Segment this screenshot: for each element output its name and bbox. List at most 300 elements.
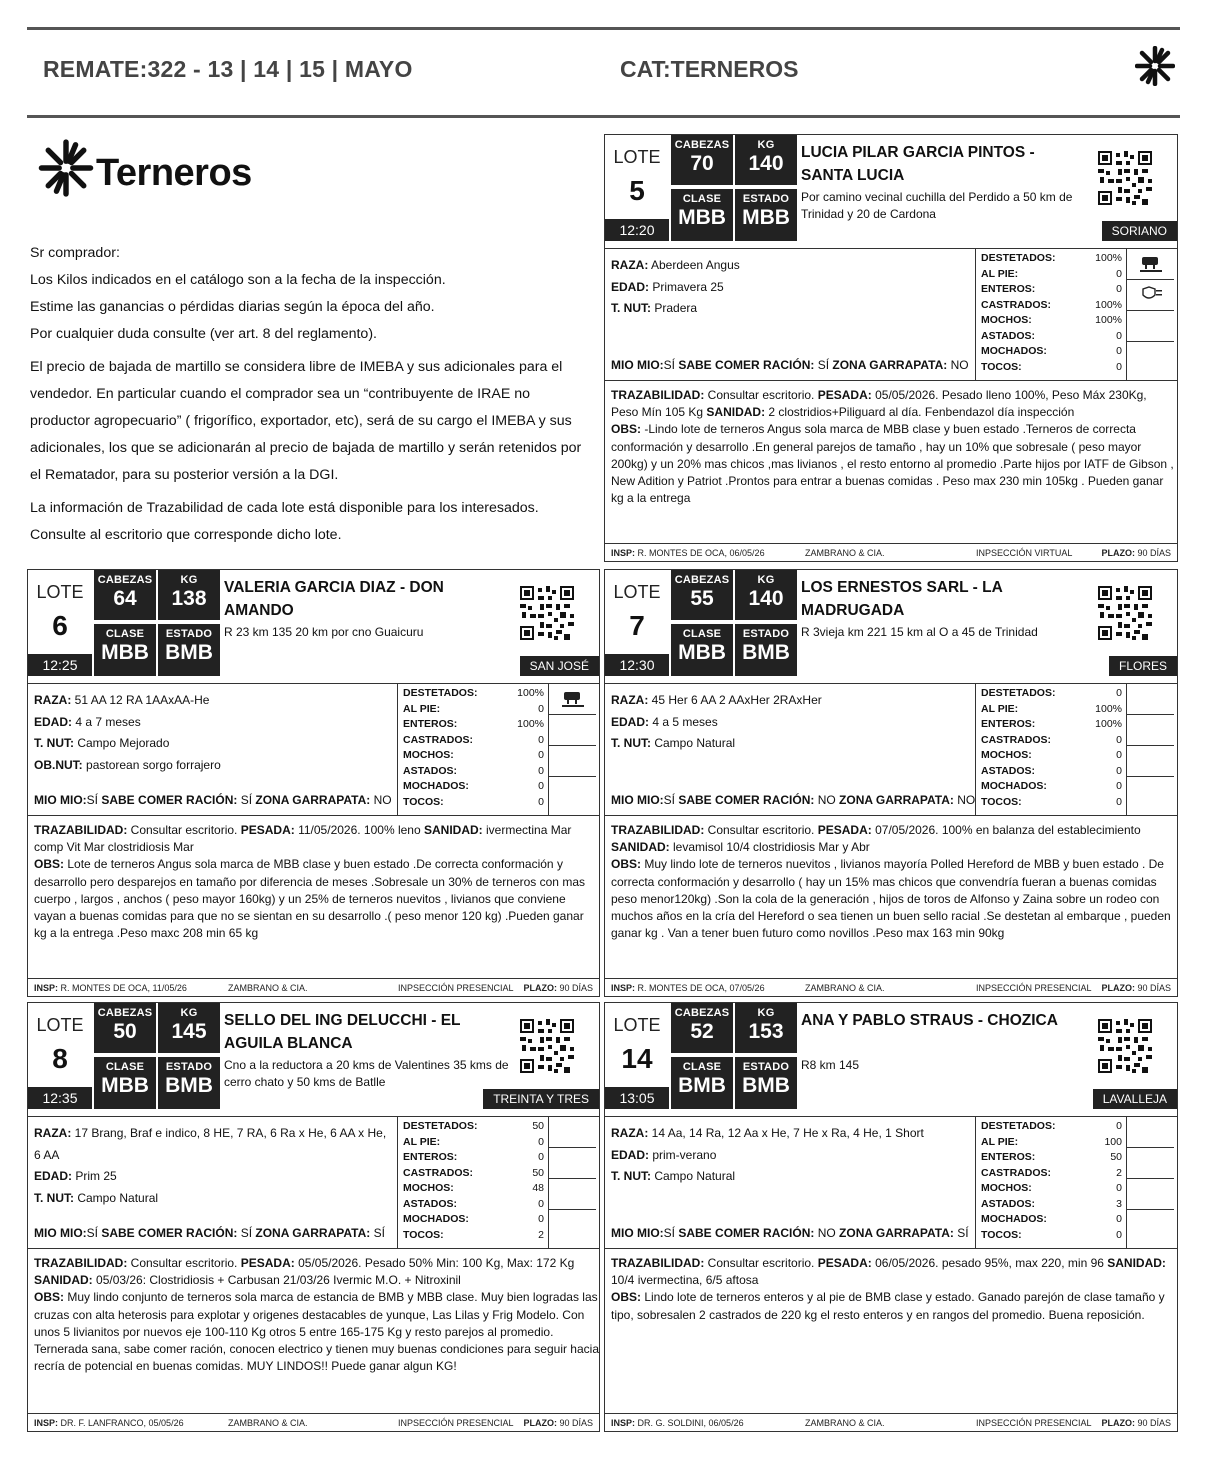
stat-row (976, 344, 1126, 360)
stat-value: 100% (1095, 718, 1122, 730)
firm-name: ZAMBRANO & CIA. (805, 548, 885, 558)
stat-label: ENTEROS: (981, 283, 1036, 295)
clase-value: MBB (101, 641, 149, 664)
plazo-label: PLAZO: (1101, 1418, 1135, 1428)
garrapata-value: SÍ (373, 1226, 385, 1240)
pesada-label: PESADA: (817, 388, 872, 402)
lot-header (605, 1003, 1177, 1117)
stat-label: ENTEROS: (403, 1151, 458, 1163)
lote-time: 12:35 (28, 1087, 92, 1109)
pesada-value: 06/05/2026. pesado 95%, max 220, min 96 (875, 1256, 1104, 1270)
stat-value: 48 (532, 1182, 544, 1194)
insp-item (611, 979, 765, 997)
icon-slot (549, 746, 596, 777)
stat-label: DESTETADOS: (981, 687, 1056, 699)
cabezas-cell (671, 1003, 733, 1053)
edad-row (611, 277, 971, 299)
lot-details (28, 1117, 599, 1249)
icon-slot (1127, 1148, 1174, 1179)
pesada-label: PESADA: (240, 823, 295, 837)
cert-icons (548, 684, 596, 816)
tnut-value: Campo Natural (654, 1169, 736, 1183)
edad-value: Primavera 25 (652, 279, 724, 294)
tnut-row (611, 733, 971, 755)
qr-code-icon[interactable] (1098, 1019, 1152, 1073)
icon-slot (549, 1117, 596, 1148)
qr-code-icon[interactable] (520, 586, 574, 640)
stat-value: 100% (1095, 702, 1122, 715)
intro-imeba-paragraph: El precio de bajada de martillo se considera libre de IMEBA y sus adicionales para el vendedor. En particular cuando el comprador sea un “contribuyente de IRAE no productor agropecuario” ( frigorífico, exportador, etc), será de su cargo el IMEBA y sus adicionales, los que se adicionarán al precio de bajada de martillo y serán retenidos por el Rematador, para su posterior versión a la DGI. (30, 359, 582, 483)
stat-label: MOCHADOS: (403, 780, 469, 792)
stat-label: CASTRADOS: (403, 1166, 473, 1179)
clase-value: BMB (678, 1074, 726, 1097)
obnut-row (34, 755, 394, 777)
stat-row (976, 779, 1126, 795)
traz-value: Consultar escritorio. (707, 823, 815, 837)
racion-value: NO (817, 1226, 836, 1240)
traz-value: Consultar escritorio. (707, 388, 815, 402)
clase-cell (671, 1057, 733, 1109)
stat-value: 0 (1116, 267, 1122, 280)
stat-row (976, 733, 1126, 749)
edad-row (34, 1166, 394, 1188)
insp-value: DR. F. LANFRANCO, 05/05/26 (60, 1418, 184, 1428)
mio-mio-row (611, 358, 969, 372)
cabezas-label: CABEZAS (674, 139, 730, 151)
icon-slot (1127, 342, 1174, 373)
stat-label: MOCHOS: (981, 1182, 1032, 1194)
estado-cell (735, 624, 797, 676)
plazo-item (1101, 1414, 1171, 1432)
stat-value: 0 (1116, 764, 1122, 777)
lot-attributes (611, 690, 971, 755)
insp-value: R. MONTES DE OCA, 06/05/26 (637, 548, 765, 558)
pesada-value: 07/05/2026. 100% en balanza del establecimiento (875, 823, 1141, 837)
edad-label: EDAD: (611, 279, 649, 294)
stat-label: AL PIE: (981, 702, 1019, 715)
department-badge: LAVALLEJA (1093, 1089, 1177, 1109)
cabezas-value: 52 (690, 1020, 714, 1043)
cert-icons (548, 1117, 596, 1249)
cabezas-cell (94, 570, 156, 620)
cabezas-cell (671, 135, 733, 185)
stat-value: 3 (1116, 1197, 1122, 1210)
estado-label: ESTADO (165, 1061, 213, 1073)
kg-cell (158, 1003, 220, 1053)
lote-number: 14 (621, 1043, 653, 1074)
cabezas-value: 64 (113, 587, 137, 610)
stat-value: 2 (538, 1228, 544, 1241)
insp-value: DR. G. SOLDINI, 06/05/26 (637, 1418, 744, 1428)
stat-row (976, 282, 1126, 298)
garrapata-value: NO (957, 793, 976, 807)
stat-row (976, 1150, 1126, 1166)
plazo-value: 90 DÍAS (1137, 548, 1171, 558)
stat-label: DESTETADOS: (403, 687, 478, 699)
icon-slot (1127, 684, 1174, 715)
stat-value: 0 (1116, 749, 1122, 761)
obs-label: OBS: (611, 1290, 641, 1305)
estado-value: BMB (165, 1074, 213, 1097)
cabezas-value: 70 (690, 152, 714, 175)
raza-value: 14 Aa, 14 Ra, 12 Aa x He, 7 He x Ra, 4 He, 1 Short (651, 1126, 924, 1140)
edad-row (611, 712, 971, 734)
traz-value: Consultar escritorio. (707, 1256, 815, 1270)
lot-footer (28, 978, 599, 996)
stat-value: 0 (1116, 345, 1122, 357)
category-title: CAT:TERNEROS (620, 56, 799, 82)
raza-row (611, 255, 971, 277)
plazo-value: 90 DÍAS (1137, 1418, 1171, 1428)
stat-row (976, 717, 1126, 733)
stat-row (976, 1228, 1126, 1244)
lote-box (28, 570, 92, 676)
insp-item (34, 1414, 184, 1432)
lot-card (604, 1002, 1178, 1432)
lot-details (605, 684, 1177, 816)
stat-label: ASTADOS: (981, 1197, 1036, 1210)
estado-cell (735, 189, 797, 241)
lote-label: LOTE (36, 582, 84, 602)
stat-row (976, 748, 1126, 764)
lote-box (605, 570, 669, 676)
icon-slot (1127, 311, 1174, 342)
stat-value: 0 (1116, 1228, 1122, 1241)
obs-value: Lote de terneros Angus sola marca de MBB clase y buen estado .De correcta conformación y desarrollo pero desparejos en tamaño por diferencia de meses .Sobresale un 30% de terneros con mas cuerpo , largos , anchos ( peso mayor 160kg) y un 25% de terneros nuevitos , livianos que conviene vayan a buenas comidas para que no se sientan en su desarrollo .( peso menor 120 kg) .Pueden ganar kg a la entrega .Peso maxc 208 min 65 kg (34, 857, 585, 941)
racion-label: SABE COMER RACIÓN: (675, 793, 815, 807)
lote-number: 6 (52, 610, 68, 641)
plazo-label: PLAZO: (1101, 548, 1135, 558)
department-badge: TREINTA Y TRES (483, 1089, 599, 1109)
sanidad-value: levamisol 10/4 clostridiosis Mar y Abr (673, 840, 870, 855)
racion-value: SÍ (240, 793, 253, 807)
tnut-value: Campo Mejorado (77, 736, 170, 750)
lote-time: 13:05 (605, 1087, 669, 1109)
location-text: R 3vieja km 221 15 km al O a 45 de Trinidad (801, 625, 1038, 639)
mio-label: MIO MIO: (34, 793, 87, 807)
kg-value: 140 (748, 152, 784, 175)
stat-label: MOCHOS: (981, 314, 1032, 326)
kg-cell (735, 570, 797, 620)
stat-value: 0 (1116, 1120, 1122, 1132)
stat-row (398, 1150, 548, 1166)
insp-label: INSP: (611, 1418, 636, 1428)
stat-value: 0 (538, 702, 544, 715)
clase-label: CLASE (682, 628, 722, 640)
sanidad-label: SANIDAD: (1107, 1256, 1166, 1270)
stat-value: 0 (538, 1197, 544, 1210)
lot-footer (605, 1413, 1177, 1431)
stat-row (976, 251, 1126, 267)
stat-value: 0 (1116, 360, 1122, 373)
stat-value: 0 (538, 780, 544, 792)
obs-label: OBS: (34, 1290, 64, 1305)
obs-value: Muy lindo lote de terneros nuevitos , livianos mayoría Polled Hereford de MBB y buen estado . De correcta conformación y desarrollo ( hay un 15% mas chicos que convendría fueran a buenas comidas peso menor120kg) .Son la cola de la generación , hijos de toros de Alfonso y Zaina sobre un rodeo con muchos años en la cría del Hereford o sea tienen un buen sello racial .Se destetan al embarque , pueden ganar kg . Van a tener buen futuro como novillos .Peso max 163 min 90kg (611, 857, 1171, 941)
plazo-value: 90 DÍAS (559, 1418, 593, 1428)
insp-label: INSP: (34, 983, 59, 993)
qr-code-icon[interactable] (1098, 586, 1152, 640)
mio-label: MIO MIO: (611, 358, 664, 372)
kg-value: 138 (171, 587, 207, 610)
stat-value: 100% (517, 718, 544, 730)
icon-slot (1127, 1179, 1174, 1210)
stat-row (976, 313, 1126, 329)
garrapata-value: NO (373, 793, 392, 807)
estado-label: ESTADO (742, 193, 790, 205)
raza-row (34, 1123, 394, 1166)
lot-card (27, 1002, 600, 1432)
kg-label: KG (180, 1007, 198, 1019)
raza-row (611, 690, 971, 712)
garrapata-value: SÍ (957, 1226, 969, 1240)
intro-traz-paragraph: La información de Trazabilidad de cada lote está disponible para los interesados. Consulte al escritorio que corresponde dicho lote. (30, 500, 539, 543)
stat-row (976, 360, 1126, 376)
insp-item (611, 544, 765, 562)
pesada-value: 05/05/2026. Pesado lleno 100%, Peso Máx 230Kg, Peso Mín 105 Kg (611, 388, 1147, 420)
clase-label: CLASE (105, 1061, 145, 1073)
stat-label: CASTRADOS: (403, 733, 473, 746)
department-badge: FLORES (1109, 656, 1177, 676)
owner-name: SELLO DEL ING DELUCCHI - EL AGUILA BLANCA (224, 1012, 461, 1052)
stats-table (975, 1117, 1126, 1249)
clase-label: CLASE (682, 1061, 722, 1073)
lote-label: LOTE (613, 582, 661, 602)
stat-row (976, 298, 1126, 314)
insp-label: INSP: (611, 548, 636, 558)
stat-label: AL PIE: (403, 702, 441, 715)
lot-notes (34, 1255, 599, 1375)
stat-row (398, 764, 548, 780)
clase-cell (94, 624, 156, 676)
mio-value: SÍ (663, 1226, 676, 1240)
obs-value: Muy lindo conjunto de terneros sola marca de estancia de BMB y MBB clase. Muy bien logradas las cruzas con alta heterosis para explotar y origenes destacables de yunque, Las Lilas y Frig Modelo. Con unos 5 livianitos por nuevos eje 100-110 Kg otros 5 entre 165-175 Kg y resto parejos al promedio. Ternerada sana, sabe comer ración, conocen electrico y tienen muy buenas condiciones para seguir hacia recría de potencial en buenas comidas. MUY LINDOS!! Puede ganar algun KG! (34, 1290, 599, 1374)
lote-number: 5 (629, 175, 645, 206)
insp-value: R. MONTES DE OCA, 11/05/26 (60, 983, 187, 993)
lote-time: 12:30 (605, 654, 669, 676)
edad-row (611, 1145, 971, 1167)
stat-value: 0 (1116, 780, 1122, 792)
lote-number: 8 (52, 1043, 68, 1074)
stats-table (397, 684, 548, 816)
stat-row (398, 1212, 548, 1228)
stat-row (398, 717, 548, 733)
inspection-mode: INPSECCIÓN PRESENCIAL (976, 983, 1092, 993)
kg-label: KG (757, 574, 775, 586)
edad-row (34, 712, 394, 734)
raza-row (34, 690, 394, 712)
plazo-item (523, 1414, 593, 1432)
raza-value: 45 Her 6 AA 2 AAxHer 2RAxHer (651, 693, 822, 707)
icon-slot (549, 1148, 596, 1179)
stat-label: AL PIE: (981, 1135, 1019, 1148)
garrapata-label: ZONA GARRAPATA: (835, 1226, 954, 1240)
intro-text (30, 240, 590, 549)
cabezas-cell (671, 570, 733, 620)
intro-line: Los Kilos indicados en el catálogo son a la fecha de la inspección. (30, 272, 446, 288)
kg-value: 145 (171, 1020, 207, 1043)
stat-label: CASTRADOS: (981, 733, 1051, 746)
cabezas-label: CABEZAS (97, 1007, 153, 1019)
estado-label: ESTADO (742, 628, 790, 640)
tnut-label: T. NUT: (611, 1169, 651, 1183)
firm-name: ZAMBRANO & CIA. (805, 1418, 885, 1428)
racion-label: SABE COMER RACIÓN: (98, 1226, 238, 1240)
lot-header (605, 570, 1177, 684)
edad-value: 4 a 7 meses (75, 714, 141, 729)
icon-slot (549, 684, 596, 715)
lot-attributes (34, 1123, 394, 1209)
kg-label: KG (180, 574, 198, 586)
lote-label: LOTE (36, 1015, 84, 1035)
traz-value: Consultar escritorio. (130, 823, 238, 837)
lote-box (28, 1003, 92, 1109)
raza-value: 51 AA 12 RA 1AAxAA-He (74, 693, 210, 707)
stat-row (976, 795, 1126, 811)
stat-row (976, 1166, 1126, 1182)
lot-notes (611, 1255, 1177, 1324)
stat-label: TOCOS: (403, 1228, 444, 1241)
mio-mio-row (34, 793, 392, 807)
stat-value: 0 (1116, 1213, 1122, 1225)
tnut-value: Campo Natural (654, 736, 736, 750)
stat-label: ENTEROS: (981, 718, 1036, 730)
stat-row (976, 764, 1126, 780)
lot-attributes (34, 690, 394, 776)
estado-cell (158, 624, 220, 676)
lote-label: LOTE (613, 147, 661, 167)
shield-cert-icon (1139, 286, 1163, 304)
raza-label: RAZA: (611, 1126, 649, 1140)
garrapata-label: ZONA GARRAPATA: (252, 793, 371, 807)
stat-label: TOCOS: (403, 795, 444, 808)
qr-code-icon[interactable] (520, 1019, 574, 1073)
stat-value: 100% (1095, 314, 1122, 326)
stat-label: MOCHADOS: (981, 780, 1047, 792)
stat-row (398, 1181, 548, 1197)
raza-label: RAZA: (34, 1126, 72, 1140)
stat-value: 100 (1104, 1135, 1122, 1148)
stat-label: DESTETADOS: (981, 1120, 1056, 1132)
firm-name: ZAMBRANO & CIA. (805, 983, 885, 993)
sanidad-label: SANIDAD: (611, 840, 670, 855)
garrapata-value: NO (950, 358, 969, 372)
clase-cell (671, 624, 733, 676)
obnut-label: OB.NUT: (34, 757, 83, 772)
stat-value: 100% (1095, 252, 1122, 264)
edad-value: Prim 25 (75, 1169, 117, 1183)
pesada-value: 11/05/2026. 100% leno (298, 823, 421, 837)
icon-slot (1127, 249, 1174, 280)
inspection-mode: INPSECCIÓN VIRTUAL (976, 548, 1073, 558)
firm-name: ZAMBRANO & CIA. (228, 983, 308, 993)
raza-label: RAZA: (34, 693, 72, 707)
qr-code-icon[interactable] (1098, 151, 1152, 205)
tnut-value: Pradera (654, 301, 698, 315)
stat-row (398, 686, 548, 702)
brand-logo-icon (1135, 46, 1175, 86)
tnut-label: T. NUT: (611, 301, 651, 315)
stat-label: MOCHADOS: (403, 1213, 469, 1225)
stat-label: TOCOS: (981, 360, 1022, 373)
cabezas-label: CABEZAS (97, 574, 153, 586)
cabezas-value: 55 (690, 587, 714, 610)
mio-label: MIO MIO: (34, 1226, 87, 1240)
estado-value: BMB (165, 641, 213, 664)
insp-item (611, 1414, 744, 1432)
lot-footer (605, 543, 1177, 561)
racion-value: SÍ (240, 1226, 253, 1240)
icon-slot (1127, 1117, 1174, 1148)
mio-mio-row (611, 793, 975, 807)
stat-row (398, 1135, 548, 1151)
plazo-value: 90 DÍAS (1137, 983, 1171, 993)
mio-value: SÍ (86, 793, 99, 807)
stat-value: 0 (1116, 795, 1122, 808)
cert-icons (1126, 684, 1174, 816)
obs-label: OBS: (34, 857, 64, 872)
department-badge: SORIANO (1102, 221, 1177, 241)
cert-icons (1126, 249, 1174, 381)
kg-cell (158, 570, 220, 620)
edad-label: EDAD: (34, 714, 72, 729)
intro-line: Sr comprador: (30, 245, 120, 261)
header-rule (27, 115, 1180, 118)
stat-row (398, 779, 548, 795)
icon-slot (549, 1179, 596, 1210)
stat-label: TOCOS: (981, 795, 1022, 808)
lot-details (28, 684, 599, 816)
cattle-cert-icon (1139, 255, 1163, 273)
plazo-label: PLAZO: (523, 983, 557, 993)
pesada-label: PESADA: (817, 1256, 872, 1270)
lote-box (605, 135, 669, 241)
cabezas-label: CABEZAS (674, 1007, 730, 1019)
stat-row (398, 733, 548, 749)
inspection-mode: INPSECCIÓN PRESENCIAL (976, 1418, 1092, 1428)
stat-label: AL PIE: (981, 267, 1019, 280)
stat-row (398, 1197, 548, 1213)
stat-value: 0 (538, 795, 544, 808)
stat-value: 0 (538, 1151, 544, 1163)
stats-table (975, 249, 1126, 381)
stat-value: 50 (532, 1166, 544, 1179)
clase-cell (94, 1057, 156, 1109)
raza-value: Aberdeen Angus (651, 258, 740, 272)
tnut-label: T. NUT: (611, 736, 651, 750)
racion-value: NO (817, 793, 836, 807)
raza-value: 17 Brang, Braf e indico, 8 HE, 7 RA, 6 Ra x He, 6 AA x He, 6 AA (34, 1126, 387, 1162)
garrapata-label: ZONA GARRAPATA: (835, 793, 954, 807)
stat-row (398, 1166, 548, 1182)
location-text: R 23 km 135 20 km por cno Guaicuru (224, 625, 424, 639)
lot-header (28, 1003, 599, 1117)
lot-attributes (611, 1123, 971, 1188)
owner-name: LUCIA PILAR GARCIA PINTOS - SANTA LUCIA (801, 144, 1035, 184)
obnut-value: pastorean sorgo forrajero (86, 757, 221, 772)
remate-title: REMATE:322 - 13 | 14 | 15 | MAYO (43, 56, 413, 82)
stat-label: AL PIE: (403, 1135, 441, 1148)
stat-value: 0 (1116, 1182, 1122, 1194)
kg-label: KG (757, 1007, 775, 1019)
stat-label: DESTETADOS: (981, 252, 1056, 264)
traz-label: TRAZABILIDAD: (34, 823, 128, 837)
cabezas-label: CABEZAS (674, 574, 730, 586)
traz-label: TRAZABILIDAD: (611, 1256, 705, 1270)
plazo-item (523, 979, 593, 997)
mio-label: MIO MIO: (611, 1226, 664, 1240)
tnut-row (34, 733, 394, 755)
clase-cell (671, 189, 733, 241)
